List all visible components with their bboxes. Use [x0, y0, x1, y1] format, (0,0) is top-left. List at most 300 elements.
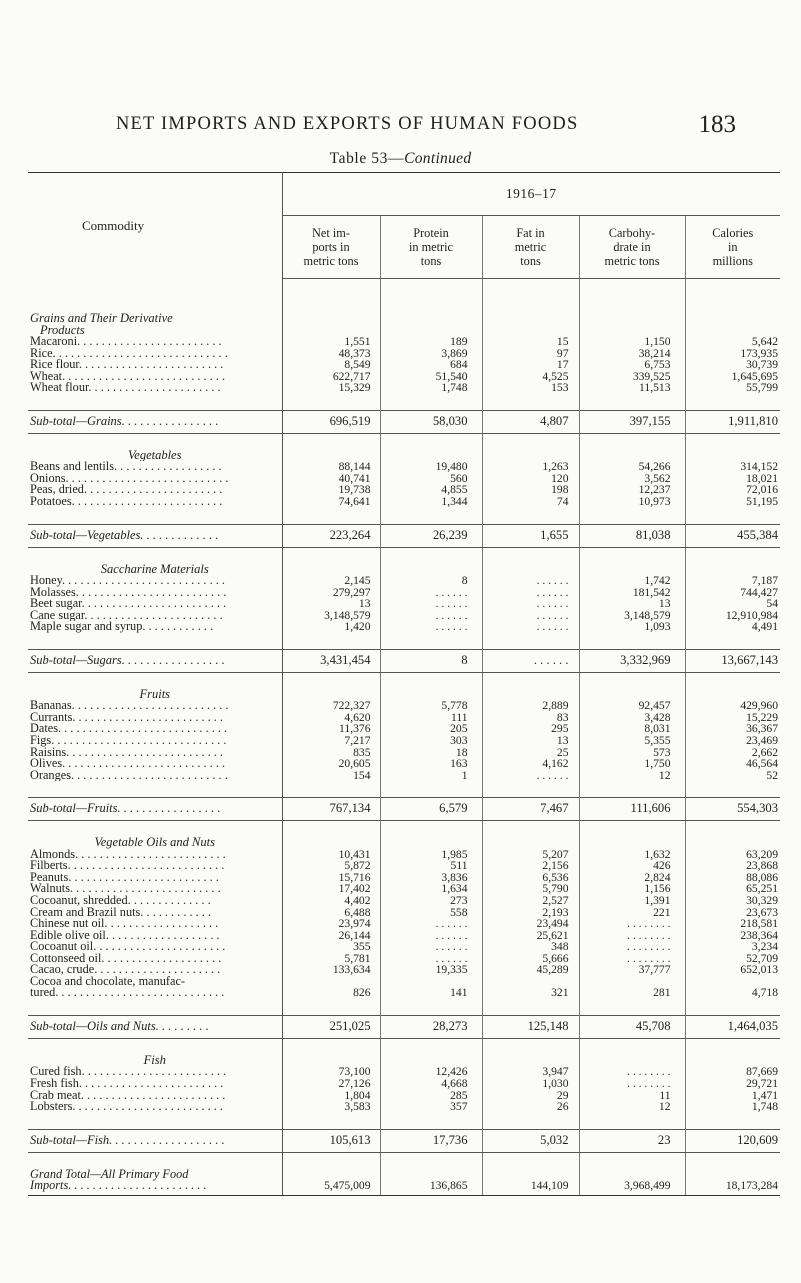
- spacer-cell: [282, 1152, 380, 1169]
- value-cell: 63,209: [685, 849, 780, 861]
- commodity-name-text: Figs: [30, 735, 52, 747]
- dot-leader: . . . . . . . . . . . . . . . . .: [121, 653, 225, 668]
- value-cell: 51,540: [380, 371, 482, 383]
- commodity-name-text: Cacao, crude: [30, 964, 95, 976]
- commodity-name: [28, 336, 282, 348]
- table-row: [28, 987, 780, 999]
- value-cell: 19,480: [380, 461, 482, 473]
- dot-leader: . . . . . . . . . . . . . . . . . . . . . . . .: [80, 1089, 226, 1102]
- value-cell: 11,376: [282, 723, 380, 735]
- value-cell: 136,865: [380, 1169, 482, 1196]
- value-cell: 279,297: [282, 587, 380, 599]
- spacer-cell: [685, 672, 780, 689]
- subtotal-row: [28, 798, 780, 821]
- commodity-name: [28, 348, 282, 360]
- spacer-cell: [685, 1152, 780, 1169]
- commodity-name: [28, 382, 282, 394]
- value-cell: 111,606: [579, 798, 685, 821]
- value-cell: 7,217: [282, 735, 380, 747]
- table-row: [28, 895, 780, 907]
- value-cell: . . . . . .: [482, 610, 579, 622]
- dot-leader: . . . . . . . . . . . . . . . . . .: [114, 461, 222, 473]
- spacer-cell: [28, 1113, 282, 1130]
- commodity-name: [28, 941, 282, 953]
- value-cell: 3,583: [282, 1101, 380, 1113]
- commodity-name-text: Filberts: [30, 860, 68, 872]
- page-number: 183: [698, 111, 736, 138]
- commodity-name-text: Beet sugar: [30, 598, 82, 610]
- value-cell: 4,718: [685, 987, 780, 999]
- value-cell: . . . . . . . .: [579, 930, 685, 942]
- value-cell: 251,025: [282, 1015, 380, 1038]
- value-cell: 1: [380, 770, 482, 782]
- spacer-cell: [282, 1113, 380, 1130]
- value-cell: 73,100: [282, 1066, 380, 1078]
- value-cell: 1,344: [380, 496, 482, 508]
- value-cell: 5,475,009: [282, 1169, 380, 1196]
- spacer-cell: [482, 547, 579, 564]
- section-heading: Products: [40, 324, 85, 337]
- value-cell: 26,144: [282, 930, 380, 942]
- dot-leader: . . . . . . . . . . . . . . . . . . .: [105, 929, 220, 942]
- value-cell: 12,237: [579, 484, 685, 496]
- value-cell: 7,467: [482, 798, 579, 821]
- commodity-name: [28, 860, 282, 872]
- spacer-row: [28, 433, 780, 450]
- commodity-name-text: Currants: [30, 711, 73, 724]
- column-header-line: metric tons: [303, 254, 359, 268]
- spacer-row: [28, 1152, 780, 1169]
- spacer-cell: [482, 821, 579, 838]
- commodity-name-text: Wheat flour: [30, 382, 89, 394]
- spacer-cell: [482, 433, 579, 450]
- commodity-name-text: Lobsters: [30, 1101, 73, 1113]
- spacer-cell: [282, 672, 380, 689]
- value-cell: 58,030: [380, 410, 482, 433]
- subtotal-label-text: Sub-total—Fish: [30, 1132, 110, 1147]
- value-cell: 5,642: [685, 336, 780, 348]
- column-header-line: in metric: [408, 240, 454, 254]
- commodity-name-text: Macaroni: [30, 336, 78, 348]
- spacer-cell: [28, 633, 282, 650]
- value-cell: 1,156: [579, 883, 685, 895]
- spacer-cell: [482, 1113, 579, 1130]
- value-cell: 1,748: [685, 1101, 780, 1113]
- table-row: [28, 918, 780, 930]
- value-cell: 3,148,579: [579, 610, 685, 622]
- subtotal-label: [28, 649, 282, 672]
- value-cell: 3,234: [685, 941, 780, 953]
- spacer-cell: [28, 279, 282, 314]
- spacer-cell: [579, 633, 685, 650]
- value-cell: 2,193: [482, 907, 579, 919]
- value-cell: 141: [380, 987, 482, 999]
- spacer-cell: [380, 508, 482, 525]
- spacer-cell: [579, 508, 685, 525]
- dot-leader: . . . . . . . . . . . . .: [140, 527, 219, 542]
- commodity-name-text: Peas, dried: [30, 484, 84, 497]
- value-cell: 51,195: [685, 496, 780, 508]
- commodity-name-text: Oranges: [30, 769, 71, 782]
- value-cell: 111: [380, 712, 482, 724]
- spacer-cell: [282, 394, 380, 411]
- dot-leader: . . . . . . . . . . . . . . . . . . . . . . . . .: [75, 586, 227, 599]
- column-header-line: metric tons: [604, 254, 660, 268]
- value-cell: 153: [482, 382, 579, 394]
- commodity-name-text: tured: [30, 987, 56, 999]
- value-cell: 2,156: [482, 860, 579, 872]
- commodity-header: Commodity: [28, 173, 282, 279]
- spacer-row: [28, 279, 780, 314]
- spacer-cell: [282, 1038, 380, 1055]
- commodity-name-text: Bananas: [30, 700, 72, 712]
- dot-leader: . . . . . . . . . . . . . . . . . . . . . . . . . . . .: [58, 723, 228, 736]
- value-cell: 1,985: [380, 849, 482, 861]
- commodity-name: [28, 747, 282, 759]
- spacer-cell: [380, 1152, 482, 1169]
- spacer-row: [28, 633, 780, 650]
- spacer-cell: [482, 672, 579, 689]
- value-cell: . . . . . .: [380, 587, 482, 599]
- commodity-name: [28, 473, 282, 485]
- spacer-cell: [685, 1113, 780, 1130]
- spacer-cell: [28, 508, 282, 525]
- spacer-cell: [579, 672, 685, 689]
- value-cell: 38,214: [579, 348, 685, 360]
- value-cell: 321: [482, 987, 579, 999]
- spacer-cell: [380, 821, 482, 838]
- value-cell: 652,013: [685, 964, 780, 976]
- dot-leader: . . . . . . . . . . . . . . . . . . . . . . . . .: [70, 883, 221, 895]
- value-cell: 17: [482, 359, 579, 371]
- table-row: [28, 941, 780, 953]
- dot-leader: . . . . . . . . . . . . . . . . . . . . . . . .: [78, 1077, 224, 1090]
- spacer-cell: [380, 433, 482, 450]
- spacer-row: [28, 1113, 780, 1130]
- value-cell: 120,609: [685, 1129, 780, 1152]
- value-cell: 767,134: [282, 798, 380, 821]
- value-cell: 826: [282, 987, 380, 999]
- subtotal-label: [28, 798, 282, 821]
- value-cell: 5,666: [482, 953, 579, 965]
- table-row: [28, 1101, 780, 1113]
- dot-leader: . . . . . . . . . . . . . . . . . . .: [104, 918, 219, 930]
- empty-cell: [685, 313, 780, 325]
- spacer-cell: [28, 821, 282, 838]
- value-cell: 357: [380, 1101, 482, 1113]
- column-header: [579, 216, 685, 279]
- value-cell: 17,736: [380, 1129, 482, 1152]
- spacer-cell: [28, 999, 282, 1016]
- value-cell: 23,868: [685, 860, 780, 872]
- value-cell: 72,016: [685, 484, 780, 496]
- spacer-cell: [482, 1152, 579, 1169]
- value-cell: 45,289: [482, 964, 579, 976]
- spacer-cell: [28, 547, 282, 564]
- value-cell: 12: [579, 1101, 685, 1113]
- commodity-name: [28, 1078, 282, 1090]
- spacer-cell: [685, 394, 780, 411]
- section-heading: Grains and Their Derivative: [30, 313, 173, 325]
- value-cell: 15,229: [685, 712, 780, 724]
- value-cell: 18,021: [685, 473, 780, 485]
- value-cell: 1,391: [579, 895, 685, 907]
- value-cell: 10,431: [282, 849, 380, 861]
- subtotal-label: [28, 410, 282, 433]
- value-cell: 3,428: [579, 712, 685, 724]
- commodity-name-text: Cocoanut, shredded: [30, 894, 128, 907]
- running-head: [116, 111, 736, 138]
- empty-cell: [482, 313, 579, 325]
- subtotal-label: [28, 1015, 282, 1038]
- dot-leader: . . . . . . . . . . . . . . . . . . . . . . . . .: [72, 1101, 223, 1113]
- table-row: [28, 1078, 780, 1090]
- dot-leader: . . . . . . . . . . . . . .: [127, 894, 211, 907]
- value-cell: 48,373: [282, 348, 380, 360]
- value-cell: 6,753: [579, 359, 685, 371]
- spacer-cell: [482, 279, 579, 314]
- spacer-cell: [28, 1152, 282, 1169]
- dot-leader: . . . . . . . . . . . . . . . . . . . . . . . . . . .: [65, 472, 229, 485]
- dot-leader: . . . . . . . . . . . . . . . . . . . . . . . . . . .: [62, 758, 226, 770]
- value-cell: . . . . . .: [482, 770, 579, 782]
- commodity-name: [28, 883, 282, 895]
- commodity-name-text: Cocoanut oil: [30, 941, 94, 953]
- value-cell: . . . . . .: [380, 610, 482, 622]
- commodity-name-text: Raisins: [30, 746, 67, 759]
- value-cell: 2,662: [685, 747, 780, 759]
- value-cell: 20,605: [282, 758, 380, 770]
- dot-leader: . . . . . . . . . . . . . . . . . . . . . . . . .: [71, 496, 223, 508]
- grand-total-label: [28, 1169, 282, 1196]
- value-cell: 6,488: [282, 907, 380, 919]
- value-cell: 5,355: [579, 735, 685, 747]
- spacer-cell: [282, 279, 380, 314]
- value-cell: 558: [380, 907, 482, 919]
- commodity-name: [28, 723, 282, 735]
- table-caption-separator: —: [388, 150, 405, 167]
- spacer-row: [28, 547, 780, 564]
- spacer-cell: [579, 821, 685, 838]
- spacer-row: [28, 821, 780, 838]
- spacer-cell: [482, 508, 579, 525]
- value-cell: . . . . . .: [380, 930, 482, 942]
- value-cell: 87,669: [685, 1066, 780, 1078]
- value-cell: 28,273: [380, 1015, 482, 1038]
- value-cell: 1,634: [380, 883, 482, 895]
- subtotal-label-text: Sub-total—Oils and Nuts: [30, 1019, 156, 1034]
- commodity-name: [28, 758, 282, 770]
- value-cell: 81,038: [579, 524, 685, 547]
- value-cell: 622,717: [282, 371, 380, 383]
- table-caption-suffix: Continued: [404, 150, 472, 167]
- spacer-cell: [282, 821, 380, 838]
- dot-leader: . . . . . . . . . . . . . . . . . . . . . . . . .: [68, 871, 219, 884]
- value-cell: 92,457: [579, 700, 685, 712]
- commodity-name-text: Potatoes: [30, 496, 72, 508]
- value-cell: 3,836: [380, 872, 482, 884]
- spacer-cell: [28, 781, 282, 798]
- value-cell: . . . . . . . .: [579, 1066, 685, 1078]
- value-cell: 18,173,284: [685, 1169, 780, 1196]
- dot-leader: . . . . . . . . . . . . . . . . . . . . . . . .: [77, 336, 222, 348]
- commodity-name-text: Rice flour: [30, 359, 79, 371]
- value-cell: 88,086: [685, 872, 780, 884]
- value-cell: 45,708: [579, 1015, 685, 1038]
- grand-total-label-line: Imports: [30, 1178, 69, 1193]
- dot-leader: . . . . . . . . . . . . . . . . . . . . . . . . . .: [71, 700, 229, 712]
- value-cell: . . . . . .: [482, 649, 579, 672]
- value-cell: 1,911,810: [685, 410, 780, 433]
- value-cell: 397,155: [579, 410, 685, 433]
- commodity-name: [28, 1066, 282, 1078]
- dot-leader: . . . . . . . . . . . .: [142, 621, 214, 633]
- value-cell: 26: [482, 1101, 579, 1113]
- value-cell: 835: [282, 747, 380, 759]
- dot-leader: . . . . . . . . . . . . . . . . . . . . . . . . . . . . .: [51, 735, 227, 747]
- commodity-name-text: Edible olive oil: [30, 929, 106, 942]
- value-cell: 13: [579, 598, 685, 610]
- value-cell: 5,872: [282, 860, 380, 872]
- spacer-cell: [380, 672, 482, 689]
- value-cell: 6,536: [482, 872, 579, 884]
- dot-leader: . . . . . . . . .: [155, 1019, 209, 1034]
- commodity-name-text: Chinese nut oil: [30, 918, 105, 930]
- value-cell: 83: [482, 712, 579, 724]
- value-cell: 1,750: [579, 758, 685, 770]
- column-header-line: millions: [712, 254, 753, 268]
- commodity-name-text: Beans and lentils: [30, 461, 115, 473]
- value-cell: 65,251: [685, 883, 780, 895]
- spacer-row: [28, 394, 780, 411]
- commodity-name: [28, 953, 282, 965]
- value-cell: 55,799: [685, 382, 780, 394]
- value-cell: 105,613: [282, 1129, 380, 1152]
- value-cell: 29: [482, 1090, 579, 1102]
- value-cell: 163: [380, 758, 482, 770]
- spacer-cell: [685, 279, 780, 314]
- value-cell: 27,126: [282, 1078, 380, 1090]
- commodity-name: [28, 930, 282, 942]
- value-cell: . . . . . .: [380, 621, 482, 633]
- table-row: [28, 758, 780, 770]
- value-cell: 1,655: [482, 524, 579, 547]
- value-cell: 8,549: [282, 359, 380, 371]
- section-heading: Vegetables: [128, 449, 182, 462]
- dot-leader: . . . . . . . . . . . . . . . . . . . . . . . . . .: [67, 860, 225, 872]
- spacer-cell: [685, 547, 780, 564]
- value-cell: . . . . . .: [482, 587, 579, 599]
- value-cell: 74: [482, 496, 579, 508]
- value-cell: 3,332,969: [579, 649, 685, 672]
- commodity-name: [28, 770, 282, 782]
- value-cell: 1,551: [282, 336, 380, 348]
- spacer-cell: [482, 1038, 579, 1055]
- value-cell: . . . . . .: [482, 621, 579, 633]
- spacer-cell: [380, 1113, 482, 1130]
- value-cell: 12,426: [380, 1066, 482, 1078]
- value-cell: 285: [380, 1090, 482, 1102]
- value-cell: 5,207: [482, 849, 579, 861]
- subtotal-row: [28, 1129, 780, 1152]
- column-header-line: drate in: [613, 240, 651, 254]
- spacer-cell: [579, 547, 685, 564]
- spacer-row: [28, 508, 780, 525]
- commodity-name: [28, 700, 282, 712]
- value-cell: 88,144: [282, 461, 380, 473]
- period-header: 1916–17: [282, 173, 780, 216]
- spacer-row: [28, 781, 780, 798]
- commodity-name: [28, 484, 282, 496]
- value-cell: 11: [579, 1090, 685, 1102]
- column-header: [482, 216, 579, 279]
- commodity-name-text: Dates: [30, 723, 58, 736]
- section-heading: Fruits: [139, 688, 171, 701]
- value-cell: 23,974: [282, 918, 380, 930]
- value-cell: 3,968,499: [579, 1169, 685, 1196]
- subtotal-row: [28, 649, 780, 672]
- value-cell: 348: [482, 941, 579, 953]
- commodity-name: [28, 461, 282, 473]
- table-row: [28, 735, 780, 747]
- value-cell: 13,667,143: [685, 649, 780, 672]
- subtotal-label-text: Sub-total—Fruits: [30, 801, 118, 816]
- dot-leader: . . . . . . . . . . . . . . . . . . . . . .: [93, 941, 226, 953]
- commodity-name-text: Peanuts: [30, 871, 69, 884]
- value-cell: 15: [482, 336, 579, 348]
- spacer-cell: [282, 547, 380, 564]
- commodity-name: [28, 610, 282, 622]
- spacer-cell: [579, 999, 685, 1016]
- column-header-line: Carbohy-: [608, 226, 656, 240]
- dot-leader: . . . . . . . . . . . . . . . . . . . . . . . . . . .: [62, 575, 225, 587]
- value-cell: 19,738: [282, 484, 380, 496]
- value-cell: 30,329: [685, 895, 780, 907]
- value-cell: 120: [482, 473, 579, 485]
- column-header-line: Protein: [413, 226, 449, 240]
- value-cell: 5,781: [282, 953, 380, 965]
- value-cell: 15,716: [282, 872, 380, 884]
- spacer-row: [28, 672, 780, 689]
- grand-total-label-line: Grand Total—All Primary Food: [30, 1168, 189, 1181]
- spacer-cell: [28, 433, 282, 450]
- value-cell: 7,187: [685, 575, 780, 587]
- dot-leader: . . . . . . . . . . . .: [140, 906, 212, 919]
- dot-leader: . . . . . . . . . . . . . . . . . . . . . . . . . .: [70, 769, 228, 782]
- value-cell: . . . . . . . .: [579, 1078, 685, 1090]
- commodity-name-text: Cured fish: [30, 1066, 82, 1078]
- spacer-cell: [685, 433, 780, 450]
- dot-leader: . . . . . . . . . . . . . . . . . . . . . . . . . . .: [62, 370, 226, 383]
- value-cell: 13: [282, 598, 380, 610]
- value-cell: 23,673: [685, 907, 780, 919]
- column-header: [282, 216, 380, 279]
- subtotal-row: [28, 410, 780, 433]
- spacer-cell: [380, 781, 482, 798]
- dot-leader: . . . . . . . . . . . . . . . . . . .: [109, 1132, 225, 1147]
- commodity-name: [28, 621, 282, 633]
- value-cell: 722,327: [282, 700, 380, 712]
- value-cell: 133,634: [282, 964, 380, 976]
- value-cell: 314,152: [685, 461, 780, 473]
- section-heading: Saccharine Materials: [100, 563, 209, 576]
- value-cell: 6,579: [380, 798, 482, 821]
- value-cell: 37,777: [579, 964, 685, 976]
- column-header-line: metric: [514, 240, 547, 254]
- value-cell: 4,620: [282, 712, 380, 724]
- subtotal-label: [28, 1129, 282, 1152]
- column-header-line: tons: [520, 254, 541, 268]
